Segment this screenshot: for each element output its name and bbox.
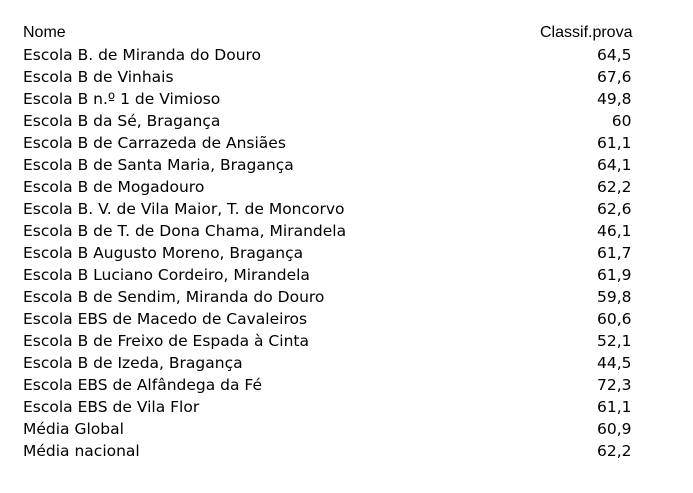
school-name-cell: Escola B Luciano Cordeiro, Mirandela xyxy=(23,266,310,284)
score-cell: 64,1 xyxy=(596,156,632,174)
school-name-cell: Média nacional xyxy=(23,442,140,460)
table-row xyxy=(23,132,632,154)
school-name-cell: Escola EBS de Macedo de Cavaleiros xyxy=(23,310,308,328)
score-cell: 72,3 xyxy=(596,376,632,394)
table-row xyxy=(23,352,632,374)
score-cell: 46,1 xyxy=(596,222,632,240)
table-row xyxy=(23,88,632,110)
table-row xyxy=(23,330,632,352)
school-name-cell: Escola B. V. de Vila Maior, T. de Moncorvo xyxy=(23,200,345,218)
table-row xyxy=(23,264,632,286)
table-row xyxy=(23,308,632,330)
score-cell: 61,1 xyxy=(596,134,632,152)
school-name-cell: Escola B de T. de Dona Chama, Mirandela xyxy=(23,222,347,240)
table-row xyxy=(23,198,632,220)
table-row xyxy=(23,66,632,88)
table-body xyxy=(23,44,632,462)
school-name-cell: Escola B de Carrazeda de Ansiães xyxy=(23,134,286,152)
table-row xyxy=(23,396,632,418)
score-cell: 60 xyxy=(611,112,632,130)
header-nome: Nome xyxy=(23,24,66,41)
school-name-cell: Escola B da Sé, Bragança xyxy=(23,112,221,130)
score-cell: 52,1 xyxy=(596,332,632,350)
table-row xyxy=(23,154,632,176)
table-row xyxy=(23,286,632,308)
score-cell: 49,8 xyxy=(596,90,632,108)
school-name-cell: Média Global xyxy=(23,420,124,438)
score-cell: 67,6 xyxy=(596,68,632,86)
table-row xyxy=(23,110,632,132)
table-row xyxy=(23,220,632,242)
score-cell: 62,2 xyxy=(596,442,632,460)
header-classif-prova: Classif.prova xyxy=(540,24,633,41)
school-name-cell: Escola B de Freixo de Espada à Cinta xyxy=(23,332,309,350)
school-name-cell: Escola B de Vinhais xyxy=(23,68,174,86)
table-row xyxy=(23,176,632,198)
score-cell: 62,6 xyxy=(596,200,632,218)
school-name-cell: Escola B. de Miranda do Douro xyxy=(23,46,262,64)
school-name-cell: Escola B de Sendim, Miranda do Douro xyxy=(23,288,325,306)
table-row xyxy=(23,242,632,264)
school-name-cell: Escola B de Mogadouro xyxy=(23,178,205,196)
school-grades-table xyxy=(23,22,632,462)
score-cell: 61,1 xyxy=(596,398,632,416)
school-name-cell: Escola EBS de Alfândega da Fé xyxy=(23,376,263,394)
score-cell: 59,8 xyxy=(596,288,632,306)
score-cell: 61,7 xyxy=(596,244,632,262)
score-cell: 61,9 xyxy=(596,266,632,284)
table-row xyxy=(23,418,632,440)
table-row xyxy=(23,440,632,462)
score-cell: 60,9 xyxy=(596,420,632,438)
school-name-cell: Escola B n.º 1 de Vimioso xyxy=(23,90,221,108)
table-header xyxy=(23,22,632,44)
table-row xyxy=(23,374,632,396)
school-name-cell: Escola B de Izeda, Bragança xyxy=(23,354,243,372)
table-row xyxy=(23,44,632,66)
school-name-cell: Escola B Augusto Moreno, Bragança xyxy=(23,244,304,262)
score-cell: 60,6 xyxy=(596,310,632,328)
school-name-cell: Escola EBS de Vila Flor xyxy=(23,398,200,416)
score-cell: 62,2 xyxy=(596,178,632,196)
score-cell: 44,5 xyxy=(596,354,632,372)
header-row xyxy=(23,22,632,44)
school-name-cell: Escola B de Santa Maria, Bragança xyxy=(23,156,294,174)
score-cell: 64,5 xyxy=(596,46,632,64)
